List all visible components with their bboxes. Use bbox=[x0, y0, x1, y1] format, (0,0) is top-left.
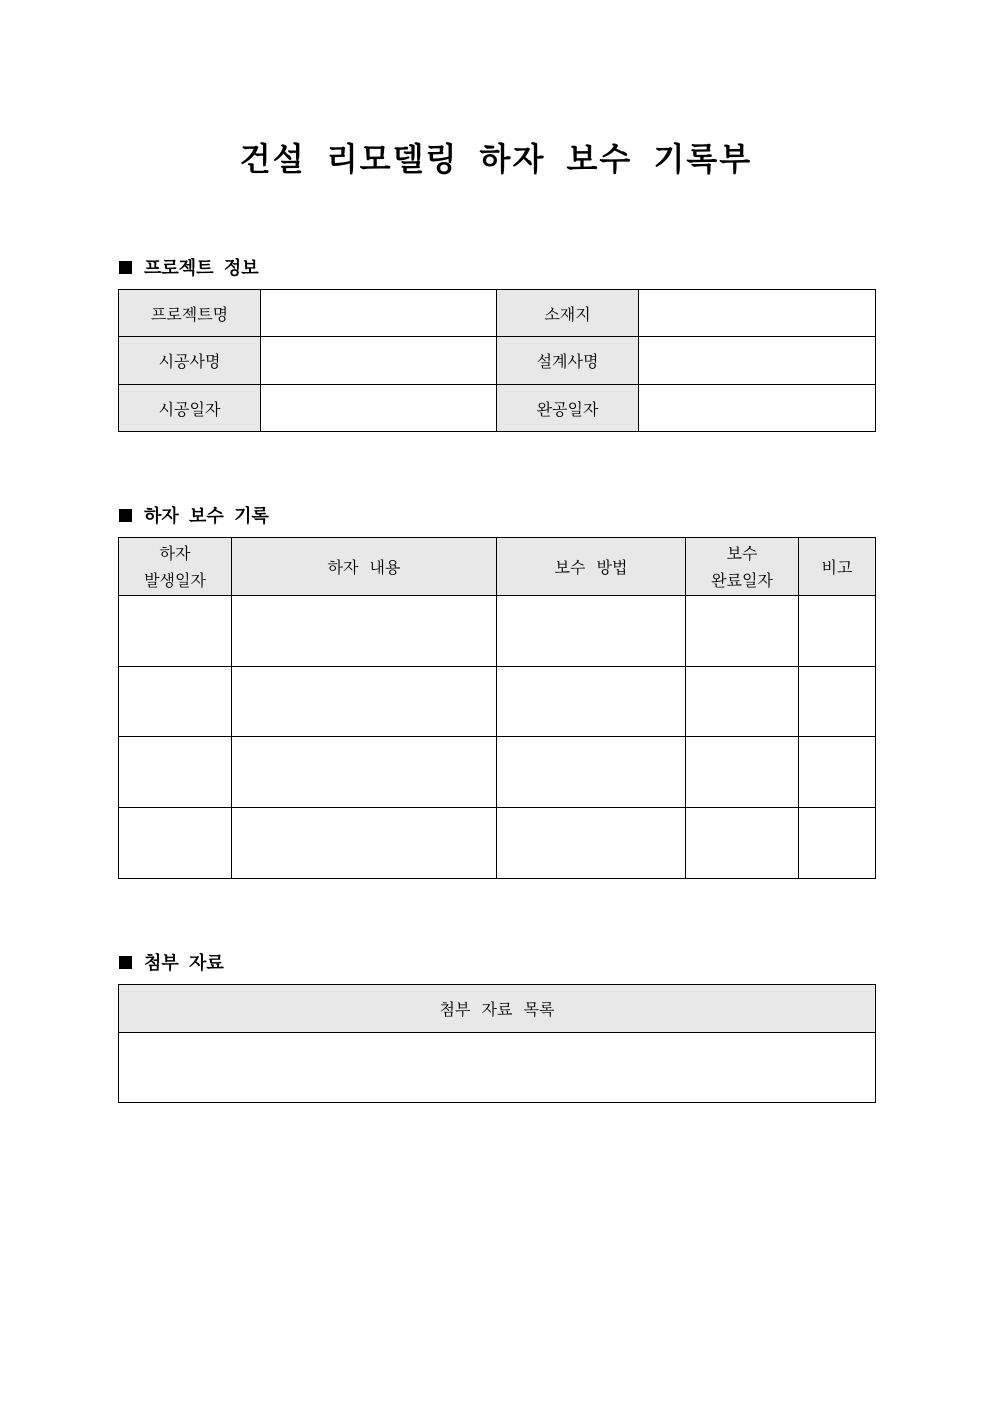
table-cell[interactable] bbox=[799, 808, 876, 879]
black-square-icon bbox=[119, 261, 132, 274]
column-header-repair-method: 보수 방법 bbox=[497, 538, 686, 596]
table-cell[interactable] bbox=[232, 737, 497, 808]
designer-name-label: 설계사명 bbox=[497, 337, 639, 385]
table-cell[interactable] bbox=[119, 737, 232, 808]
section-heading-label: 프로젝트 정보 bbox=[144, 258, 259, 279]
table-cell[interactable] bbox=[686, 596, 799, 667]
table-row bbox=[119, 667, 876, 737]
attachments-list-header: 첨부 자료 목록 bbox=[119, 985, 876, 1033]
table-cell[interactable] bbox=[686, 667, 799, 737]
table-cell[interactable] bbox=[497, 596, 686, 667]
table-cell[interactable] bbox=[232, 596, 497, 667]
project-name-label: 프로젝트명 bbox=[119, 290, 261, 337]
location-field[interactable] bbox=[639, 290, 876, 337]
table-cell[interactable] bbox=[119, 667, 232, 737]
table-cell[interactable] bbox=[686, 808, 799, 879]
column-header-remarks: 비고 bbox=[799, 538, 876, 596]
location-label: 소재지 bbox=[497, 290, 639, 337]
project-info-table bbox=[118, 289, 876, 432]
construction-date-field[interactable] bbox=[261, 385, 497, 432]
section-heading-label: 첨부 자료 bbox=[144, 953, 224, 974]
table-row bbox=[119, 596, 876, 667]
designer-name-field[interactable] bbox=[639, 337, 876, 385]
table-cell[interactable] bbox=[799, 667, 876, 737]
column-header-defect-date: 하자 발생일자 bbox=[119, 538, 232, 596]
completion-date-field[interactable] bbox=[639, 385, 876, 432]
table-cell[interactable] bbox=[497, 737, 686, 808]
page-title: 건설 리모델링 하자 보수 기록부 bbox=[239, 140, 753, 178]
black-square-icon bbox=[119, 509, 132, 522]
table-cell[interactable] bbox=[799, 737, 876, 808]
table-cell[interactable] bbox=[497, 667, 686, 737]
table-cell[interactable] bbox=[232, 667, 497, 737]
column-header-defect-content: 하자 내용 bbox=[232, 538, 497, 596]
contractor-name-label: 시공사명 bbox=[119, 337, 261, 385]
table-cell[interactable] bbox=[119, 808, 232, 879]
construction-date-label: 시공일자 bbox=[119, 385, 261, 432]
table-header-row bbox=[119, 985, 876, 1033]
table-cell[interactable] bbox=[497, 808, 686, 879]
table-cell[interactable] bbox=[686, 737, 799, 808]
table-cell[interactable] bbox=[232, 808, 497, 879]
table-row bbox=[119, 337, 876, 385]
completion-date-label: 완공일자 bbox=[497, 385, 639, 432]
section-heading-attachments bbox=[119, 949, 224, 975]
table-header-row bbox=[119, 538, 876, 596]
project-name-field[interactable] bbox=[261, 290, 497, 337]
repair-record-table bbox=[118, 537, 876, 879]
attachments-table bbox=[118, 984, 876, 1103]
attachments-list-field[interactable] bbox=[119, 1033, 876, 1103]
table-row bbox=[119, 737, 876, 808]
section-heading-label: 하자 보수 기록 bbox=[144, 506, 269, 527]
table-cell[interactable] bbox=[119, 596, 232, 667]
table-row bbox=[119, 290, 876, 337]
section-heading-repair-record bbox=[119, 502, 269, 528]
black-square-icon bbox=[119, 956, 132, 969]
section-heading-project-info bbox=[119, 254, 259, 280]
contractor-name-field[interactable] bbox=[261, 337, 497, 385]
table-row bbox=[119, 1033, 876, 1103]
table-row bbox=[119, 385, 876, 432]
table-cell[interactable] bbox=[799, 596, 876, 667]
table-row bbox=[119, 808, 876, 879]
column-header-repair-completion-date: 보수 완료일자 bbox=[686, 538, 799, 596]
